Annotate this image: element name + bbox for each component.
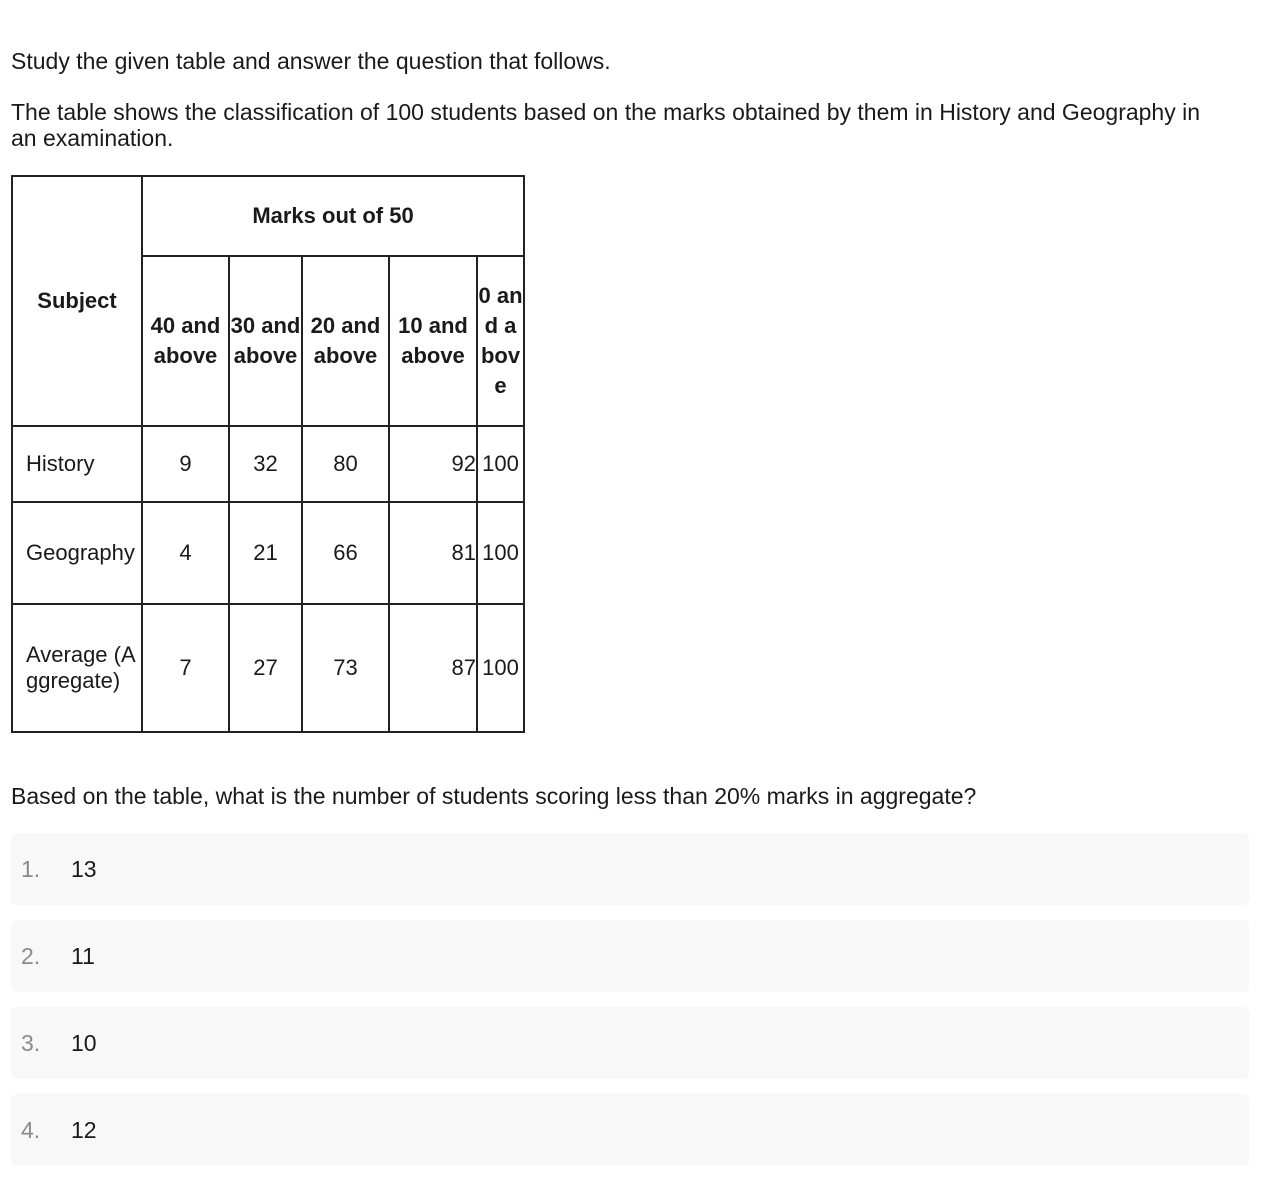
option-index: 1. [21, 855, 41, 882]
option-value: 11 [71, 942, 95, 969]
option-index: 4. [21, 1116, 41, 1143]
table-cell: 92 [389, 426, 477, 502]
row-label-geography: Geography [12, 502, 142, 604]
table-cell: 100 [477, 604, 524, 732]
column-header: 10 and above [389, 256, 477, 426]
table-cell: 100 [477, 502, 524, 604]
table-row [12, 426, 524, 502]
instruction-text: Study the given table and answer the question that follows. [11, 48, 611, 74]
answer-options [11, 833, 1249, 1181]
table-cell: 87 [389, 604, 477, 732]
option-value: 10 [71, 1029, 97, 1056]
answer-option-3[interactable] [11, 1007, 1249, 1079]
column-header: 20 and above [302, 256, 389, 426]
option-value: 13 [71, 855, 97, 882]
row-label-average: Average (Aggregate) [12, 604, 142, 732]
answer-option-4[interactable] [11, 1094, 1249, 1166]
table-cell: 100 [477, 426, 524, 502]
answer-option-1[interactable] [11, 833, 1249, 905]
table-cell: 73 [302, 604, 389, 732]
description-text: The table shows the classification of 100 students based on the marks obtained by them in History and Geography in an examination. [11, 99, 1201, 151]
subject-header: Subject [12, 176, 142, 426]
table-cell: 32 [229, 426, 302, 502]
marks-table [11, 175, 525, 733]
table-cell: 21 [229, 502, 302, 604]
table-row [12, 604, 524, 732]
table-cell: 80 [302, 426, 389, 502]
row-label-history: History [12, 426, 142, 502]
option-value: 12 [71, 1116, 97, 1143]
option-index: 3. [21, 1029, 41, 1056]
table-cell: 66 [302, 502, 389, 604]
table-cell: 81 [389, 502, 477, 604]
option-index: 2. [21, 942, 41, 969]
table-cell: 4 [142, 502, 229, 604]
marks-group-header: Marks out of 50 [142, 176, 524, 256]
column-header: 0 and above [477, 256, 524, 426]
column-header: 40 and above [142, 256, 229, 426]
column-header: 30 and above [229, 256, 302, 426]
table-cell: 7 [142, 604, 229, 732]
table-cell: 27 [229, 604, 302, 732]
table-cell: 9 [142, 426, 229, 502]
table-row [12, 502, 524, 604]
answer-option-2[interactable] [11, 920, 1249, 992]
question-text: Based on the table, what is the number of students scoring less than 20% marks in aggregate? [11, 783, 977, 809]
